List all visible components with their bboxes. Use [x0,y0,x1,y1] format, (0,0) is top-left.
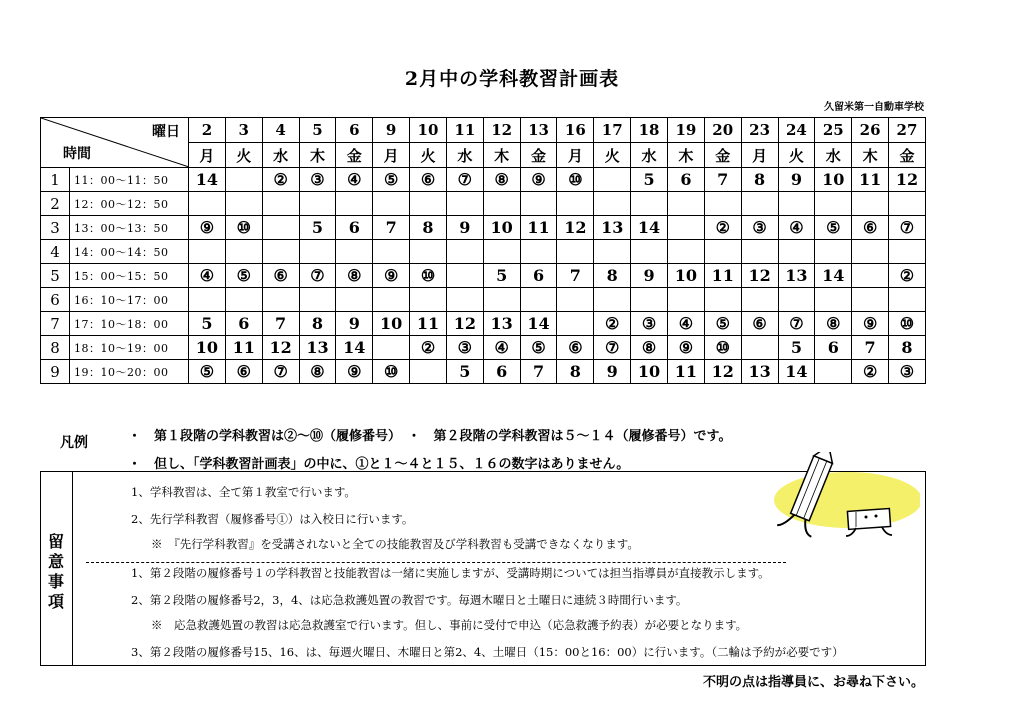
lesson-cell [741,336,778,360]
lesson-cell [262,288,299,312]
footer-note: 不明の点は指導員に、お尋ね下さい。 [702,675,924,690]
weekday-header-cell: 金 [520,143,557,168]
lesson-cell [225,168,262,192]
lesson-cell: 10 [483,216,520,240]
lesson-cell [189,288,226,312]
lesson-cell: 13 [483,312,520,336]
lesson-cell: ② [410,336,447,360]
lesson-cell: 13 [299,336,336,360]
lesson-cell: ⑦ [594,336,631,360]
lesson-cell [446,264,483,288]
date-header-cell: 26 [852,118,889,143]
period-time: 13：00～13：50 [70,216,189,240]
lesson-cell: 9 [631,264,668,288]
lesson-cell: 9 [594,360,631,384]
weekday-header-cell: 水 [262,143,299,168]
lesson-cell: 6 [336,216,373,240]
lesson-cell [520,192,557,216]
corner-time-label: 時間 [63,146,91,162]
lesson-cell [667,288,704,312]
lesson-cell: 14 [778,360,815,384]
lesson-cell [741,192,778,216]
corner-weekday-label: 曜日 [152,124,180,140]
lesson-cell [189,192,226,216]
lesson-cell: 6 [225,312,262,336]
lesson-cell: 12 [704,360,741,384]
lesson-cell: ⑥ [225,360,262,384]
lesson-cell [667,240,704,264]
lesson-cell: 5 [189,312,226,336]
date-header-cell: 2 [189,118,226,143]
lesson-cell: 8 [299,312,336,336]
lesson-cell [667,192,704,216]
period-row [41,336,926,360]
lesson-cell: ⑧ [336,264,373,288]
lesson-cell: 14 [520,312,557,336]
weekday-header-cell: 火 [778,143,815,168]
weekday-header-cell: 木 [667,143,704,168]
lesson-cell: 11 [225,336,262,360]
notes-label-column [41,472,73,665]
lesson-cell [373,240,410,264]
lesson-cell: ③ [631,312,668,336]
weekday-header-cell: 木 [852,143,889,168]
weekday-header-cell: 木 [299,143,336,168]
lesson-cell [483,240,520,264]
lesson-cell [373,288,410,312]
weekday-header-cell: 金 [704,143,741,168]
lesson-cell: ③ [889,360,926,384]
lesson-cell [778,192,815,216]
lesson-cell: ⑧ [815,312,852,336]
lesson-cell: ⑨ [189,216,226,240]
weekday-header-cell: 水 [631,143,668,168]
weekday-header-cell: 金 [336,143,373,168]
lesson-cell: 10 [373,312,410,336]
lesson-cell: 12 [741,264,778,288]
lesson-cell: ⑥ [852,216,889,240]
note-item-3: ※ 『先行学科教習』を受講されないと全ての技能教習及び学科教習も受講できなくなります。 [151,537,639,551]
date-header-cell: 5 [299,118,336,143]
lesson-cell: 10 [815,168,852,192]
period-row [41,192,926,216]
legend-line-1: ・ 第１段階の学科教習は②～⑩（履修番号） ・ 第２段階の学科教習は５～１４（履修番号）です。 [128,429,732,444]
lesson-cell: ⑩ [557,168,594,192]
period-number: 5 [41,264,70,288]
lesson-cell [446,240,483,264]
lesson-cell [557,288,594,312]
lesson-cell: ② [262,168,299,192]
lesson-cell [704,192,741,216]
period-row [41,168,926,192]
lesson-cell [520,288,557,312]
lesson-cell [815,360,852,384]
lesson-cell: ⑤ [225,264,262,288]
lesson-cell [852,264,889,288]
lesson-cell: 11 [667,360,704,384]
lesson-cell: 8 [410,216,447,240]
date-header-cell: 11 [446,118,483,143]
lesson-cell [225,240,262,264]
date-header-cell: 25 [815,118,852,143]
lesson-cell [299,192,336,216]
lesson-cell [410,240,447,264]
date-header-cell: 17 [594,118,631,143]
lesson-cell [557,312,594,336]
period-number: 1 [41,168,70,192]
lesson-cell [815,288,852,312]
weekday-header-cell: 月 [189,143,226,168]
lesson-cell [557,240,594,264]
lesson-cell: ④ [667,312,704,336]
schedule-table [40,117,926,384]
lesson-cell: 5 [483,264,520,288]
period-row [41,264,926,288]
lesson-cell: ⑦ [889,216,926,240]
lesson-cell: 7 [852,336,889,360]
period-time: 17：10～18：00 [70,312,189,336]
date-header-cell: 24 [778,118,815,143]
period-time: 19：10～20：00 [70,360,189,384]
lesson-cell [373,336,410,360]
lesson-cell: 10 [631,360,668,384]
weekday-header-cell: 水 [446,143,483,168]
lesson-cell [741,240,778,264]
lesson-cell: ⑥ [557,336,594,360]
lesson-cell [704,288,741,312]
lesson-cell: 8 [594,264,631,288]
note-item-4: 1、第２段階の履修番号１の学科教習と技能教習は一緒に実施しますが、受講時期については担当指導員が直接教示します。 [131,566,770,580]
lesson-cell: ⑥ [262,264,299,288]
lesson-cell: ⑩ [704,336,741,360]
lesson-cell: ⑩ [373,360,410,384]
lesson-cell: 8 [741,168,778,192]
lesson-cell: ⑦ [262,360,299,384]
weekday-header-cell: 水 [815,143,852,168]
date-header-cell: 4 [262,118,299,143]
lesson-cell: ⑦ [299,264,336,288]
lesson-cell [262,192,299,216]
lesson-cell: ⑧ [483,168,520,192]
lesson-cell [778,288,815,312]
school-name: 久留米第一自動車学校 [824,102,924,113]
lesson-cell: 13 [741,360,778,384]
lesson-cell: ⑥ [741,312,778,336]
lesson-cell: 7 [520,360,557,384]
lesson-cell: ③ [299,168,336,192]
period-row [41,240,926,264]
lesson-cell [631,288,668,312]
note-item-5: 2、第２段階の履修番号2，3，4、は応急救護処置の教習です。毎週木曜日と土曜日に連続３時間行います。 [131,593,688,607]
lesson-cell [373,192,410,216]
lesson-cell [520,240,557,264]
lesson-cell [299,240,336,264]
lesson-cell [189,240,226,264]
notes-label: 留意事項 [48,532,65,611]
lesson-cell [889,288,926,312]
lesson-cell: 13 [778,264,815,288]
date-header-cell: 18 [631,118,668,143]
lesson-cell [446,288,483,312]
lesson-cell: 11 [704,264,741,288]
date-header-cell: 19 [667,118,704,143]
lesson-cell: ⑩ [410,264,447,288]
lesson-cell: 11 [410,312,447,336]
lesson-cell: ③ [446,336,483,360]
legend-label: 凡例 [60,435,88,451]
lesson-cell [704,240,741,264]
lesson-cell [336,240,373,264]
pencil-eraser-illustration [760,452,920,542]
lesson-cell: 7 [704,168,741,192]
date-header-cell: 23 [741,118,778,143]
weekday-header-cell: 月 [741,143,778,168]
period-row [41,360,926,384]
lesson-cell: 6 [667,168,704,192]
date-header-cell: 16 [557,118,594,143]
lesson-cell: ⑤ [815,216,852,240]
lesson-cell: ⑨ [520,168,557,192]
lesson-cell: ④ [336,168,373,192]
lesson-cell: ⑨ [336,360,373,384]
lesson-cell: 13 [594,216,631,240]
lesson-cell: ③ [741,216,778,240]
lesson-cell: 10 [667,264,704,288]
lesson-cell: ② [889,264,926,288]
period-row [41,312,926,336]
lesson-cell: 9 [778,168,815,192]
lesson-cell: ② [852,360,889,384]
period-time: 15：00～15：50 [70,264,189,288]
lesson-cell: 14 [631,216,668,240]
lesson-cell: 5 [778,336,815,360]
lesson-cell: 8 [889,336,926,360]
lesson-cell [410,360,447,384]
lesson-cell [483,288,520,312]
lesson-cell: ② [594,312,631,336]
lesson-cell [631,240,668,264]
lesson-cell [594,240,631,264]
period-number: 9 [41,360,70,384]
lesson-cell: 9 [446,216,483,240]
period-number: 4 [41,240,70,264]
weekday-header-cell: 月 [557,143,594,168]
lesson-cell: ⑦ [778,312,815,336]
lesson-cell: 12 [557,216,594,240]
lesson-cell [299,288,336,312]
lesson-cell: ④ [189,264,226,288]
lesson-cell: 6 [520,264,557,288]
lesson-cell [852,192,889,216]
weekday-header-cell: 木 [483,143,520,168]
period-time: 14：00～14：50 [70,240,189,264]
corner-cell [41,118,189,168]
lesson-cell: 7 [262,312,299,336]
lesson-cell [815,240,852,264]
lesson-cell: 12 [889,168,926,192]
date-header-cell: 10 [410,118,447,143]
note-item-2: 2、先行学科教習（履修番号①）は入校日に行います。 [131,512,414,526]
lesson-cell [741,288,778,312]
lesson-cell: ⑨ [852,312,889,336]
lesson-cell: ⑧ [299,360,336,384]
lesson-cell: 12 [446,312,483,336]
lesson-cell: 5 [299,216,336,240]
period-number: 6 [41,288,70,312]
weekday-header-cell: 火 [594,143,631,168]
lesson-cell: 14 [336,336,373,360]
period-row [41,216,926,240]
lesson-cell [262,240,299,264]
lesson-cell: 6 [815,336,852,360]
weekday-header-cell: 火 [225,143,262,168]
date-header-cell: 27 [889,118,926,143]
lesson-cell: ⑥ [410,168,447,192]
lesson-cell: ⑨ [373,264,410,288]
lesson-cell: ⑦ [446,168,483,192]
date-header-cell: 12 [483,118,520,143]
lesson-cell: ⑩ [889,312,926,336]
lesson-cell [410,288,447,312]
header-dates-row [41,118,926,143]
period-number: 2 [41,192,70,216]
lesson-cell: ⑤ [189,360,226,384]
lesson-cell: ④ [778,216,815,240]
lesson-cell: 7 [373,216,410,240]
lesson-cell [262,216,299,240]
weekday-header-cell: 月 [373,143,410,168]
period-row [41,288,926,312]
period-number: 7 [41,312,70,336]
lesson-cell: ⑤ [520,336,557,360]
weekday-header-cell: 金 [889,143,926,168]
period-number: 3 [41,216,70,240]
lesson-cell [446,192,483,216]
period-number: 8 [41,336,70,360]
lesson-cell: ⑩ [225,216,262,240]
lesson-cell [225,288,262,312]
date-header-cell: 20 [704,118,741,143]
lesson-cell [852,240,889,264]
lesson-cell [667,216,704,240]
lesson-cell: 11 [520,216,557,240]
lesson-cell: 10 [189,336,226,360]
eraser-icon [846,508,892,536]
period-time: 11：00～11：50 [70,168,189,192]
lesson-cell [225,192,262,216]
lesson-cell [778,240,815,264]
note-item-1: 1、学科教習は、全て第１教室で行います。 [131,485,356,499]
lesson-cell: ⑧ [631,336,668,360]
lesson-cell [410,192,447,216]
lesson-cell [852,288,889,312]
period-time: 12：00～12：50 [70,192,189,216]
lesson-cell: 14 [189,168,226,192]
note-item-6: ※ 応急救護処置の教習は応急救護室で行います。但し、事前に受付で申込（応急救護予約表）が必要となります。 [151,618,748,632]
notes-divider [86,562,786,563]
lesson-cell: ⑤ [373,168,410,192]
lesson-cell: 8 [557,360,594,384]
lesson-cell [336,288,373,312]
page-title: 2月中の学科教習計画表 [404,68,620,90]
lesson-cell: ⑨ [667,336,704,360]
lesson-cell: ⑤ [704,312,741,336]
lesson-cell: ④ [483,336,520,360]
lesson-cell: 14 [815,264,852,288]
lesson-cell: 5 [631,168,668,192]
date-header-cell: 13 [520,118,557,143]
lesson-cell [631,192,668,216]
weekday-header-cell: 火 [410,143,447,168]
date-header-cell: 9 [373,118,410,143]
lesson-cell: 6 [483,360,520,384]
lesson-cell [594,168,631,192]
date-header-cell: 6 [336,118,373,143]
date-header-cell: 3 [225,118,262,143]
note-item-7: 3、第２段階の履修番号15、16、は、毎週火曜日、木曜日と第2、4、土曜日（15：00と16：00）に行います。（二輪は予約が必要です） [131,645,844,659]
lesson-cell: ② [704,216,741,240]
lesson-cell: 12 [262,336,299,360]
lesson-cell [483,192,520,216]
lesson-cell [815,192,852,216]
lesson-cell [336,192,373,216]
lesson-cell [889,192,926,216]
lesson-cell: 7 [557,264,594,288]
lesson-cell [594,192,631,216]
lesson-cell: 5 [446,360,483,384]
lesson-cell [557,192,594,216]
lesson-cell [889,240,926,264]
lesson-cell: 11 [852,168,889,192]
lesson-cell: 9 [336,312,373,336]
lesson-cell [594,288,631,312]
legend-line-2: ・ 但し、「学科教習計画表」の中に、①と１～４と１５、１６の数字はありません。 [128,457,630,472]
period-time: 18：10～19：00 [70,336,189,360]
period-time: 16：10～17：00 [70,288,189,312]
